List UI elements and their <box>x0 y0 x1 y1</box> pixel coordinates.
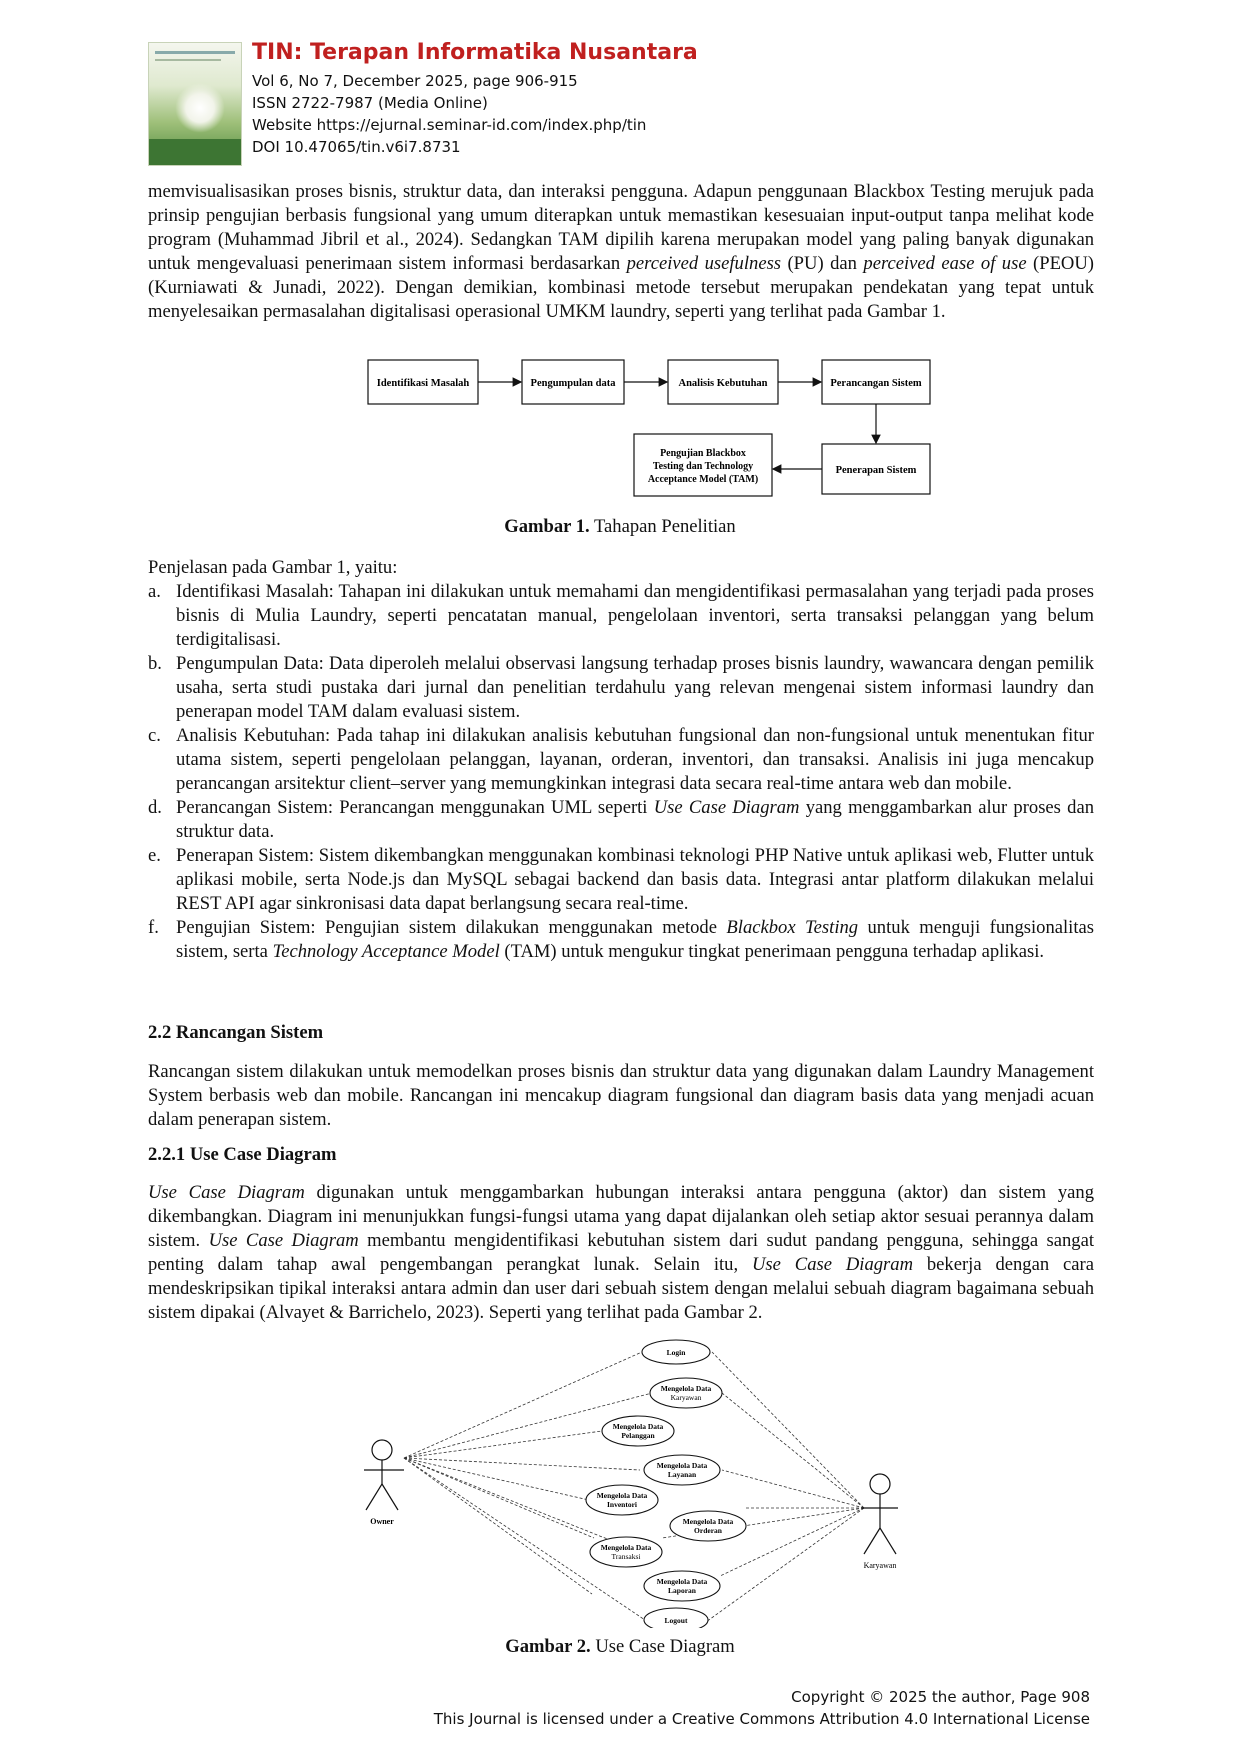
flow-label-pengujian-1: Pengujian Blackbox <box>660 448 746 459</box>
explanation-list <box>148 580 1094 964</box>
intro-paragraph: memvisualisasikan proses bisnis, struktur data, dan interaksi pengguna. Adapun penggunaan Blackbox Testing merujuk pada prinsip pengujian berbasis fungsional yang umum diterapkan untuk memastikan kesesuaian input-output tanpa melihat kode program (Muhammad Jibril et al., 2024). Sedangkan TAM dipilih karena merupakan model yang paling banyak digunakan untuk mengevaluasi penerimaan sistem informasi berdasarkan perceived usefulness (PU) dan perceived ease of use (PEOU) (Kurniawati & Junadi, 2022). Dengan demikian, kombinasi metode tersebut merupakan pendekatan yang tepat untuk menyelesaikan permasalahan digitalisasi operasional UMKM laundry, seperti yang terlihat pada Gambar 1. <box>148 181 1094 322</box>
flow-label-analisis: Analisis Kebutuhan <box>678 378 768 389</box>
list-item: d. Perancangan Sistem: Perancangan menggunakan UML seperti Use Case Diagram yang menggambarkan alur proses dan struktur data. <box>148 797 1095 842</box>
figure1-caption: Gambar 1. Tahapan Penelitian <box>504 516 736 537</box>
journal-cover-image <box>148 42 242 166</box>
usecase-logout-label: Logout <box>664 1616 688 1625</box>
journal-volume: Vol 6, No 7, December 2025, page 906-915 <box>252 72 578 90</box>
section-2-2-1-text: Use Case Diagram digunakan untuk menggambarkan hubungan interaksi antara pengguna (aktor) dan sistem yang dikembangkan. Diagram ini menunjukkan fungsi-fungsi utama yang dapat dijalankan oleh setiap aktor sesuai perannya dalam sistem. Use Case Diagram membantu mengidentifikasi kebutuhan sistem dari sudut pandang pengguna, sehingga sangat penting dalam tahap awal pengembangan perangkat lunak. Selain itu, Use Case Diagram bekerja dengan cara mendeskripsikan tipikal interaksi antara admin dan user dari sebuah sistem dengan melalui sebuah diagram bagaimana sebuah sistem dipakai (Alvayet & Barrichelo, 2023). Seperti yang terlihat pada Gambar 2. <box>148 1182 1094 1323</box>
usecase-pelanggan-label-2: Pelanggan <box>621 1431 655 1440</box>
flow-label-perancangan: Perancangan Sistem <box>830 378 922 389</box>
journal-title: TIN: Terapan Informatika Nusantara <box>252 40 698 65</box>
footer-license: This Journal is licensed under a Creative Commons Attribution 4.0 International License <box>433 1710 1090 1728</box>
flow-label-identifikasi: Identifikasi Masalah <box>376 378 470 389</box>
usecase-inventori-label-2: Inventori <box>607 1500 637 1509</box>
flow-label-penerapan: Penerapan Sistem <box>835 465 917 476</box>
journal-website[interactable]: Website https://ejurnal.seminar-id.com/index.php/tin <box>252 116 647 134</box>
explanation-intro: Penjelasan pada Gambar 1, yaitu: <box>148 557 398 578</box>
section-heading: 2.2.1 Use Case Diagram <box>148 1144 337 1165</box>
use-case-diagram <box>350 1328 930 1628</box>
section-2-2-text: Rancangan sistem dilakukan untuk memodelkan proses bisnis dan struktur data yang digunakan dalam Laundry Management System berbasis web dan mobile. Rancangan ini mencakup diagram fungsional dan diagram basis data yang menjadi acuan dalam penerapan sistem. <box>148 1061 1094 1130</box>
section-heading: 2.2 Rancangan Sistem <box>148 1022 324 1043</box>
usecase-pelanggan-label-1: Mengelola Data <box>612 1422 664 1431</box>
usecase-transaksi-label-2: Transaksi <box>611 1552 641 1561</box>
actor-label-owner: Owner <box>370 1517 394 1526</box>
list-item: c. Analisis Kebutuhan: Pada tahap ini dilakukan analisis kebutuhan fungsional dan non-fungsional untuk menentukan fitur utama sistem, seperti pengelolaan pelanggan, layanan, orderan, inventori, dan transaksi. Analisis ini juga mencakup perancangan arsitektur client–server yang memungkinkan integrasi data secara real-time antara web dan mobile. <box>148 725 1094 794</box>
usecase-laporan-label-1: Mengelola Data <box>656 1577 708 1586</box>
usecase-karyawan-label-2: Karyawan <box>670 1393 702 1402</box>
owner-actor-icon <box>364 1440 404 1510</box>
journal-issn: ISSN 2722-7987 (Media Online) <box>252 94 488 112</box>
usecase-karyawan-label-1: Mengelola Data <box>660 1384 712 1393</box>
list-item: f. Pengujian Sistem: Pengujian sistem dilakukan menggunakan metode Blackbox Testing untuk menguji fungsionalitas sistem, serta Technology Acceptance Model (TAM) untuk mengukur tingkat penerimaan pengguna terhadap aplikasi. <box>148 917 1094 962</box>
figure2-caption: Gambar 2. Use Case Diagram <box>505 1636 735 1657</box>
usecase-laporan-label-2: Laporan <box>668 1586 696 1595</box>
usecase-inventori-label-1: Mengelola Data <box>596 1491 648 1500</box>
usecase-layanan-label-2: Layanan <box>667 1470 697 1479</box>
usecase-orderan-label-2: Orderan <box>694 1526 722 1535</box>
flow-label-pengujian-3: Acceptance Model (TAM) <box>647 474 759 485</box>
list-item: b. Pengumpulan Data: Data diperoleh melalui observasi langsung terhadap proses bisnis laundry, wawancara dengan pemilik usaha, serta studi pustaka dari jurnal dan penelitian terdahulu yang relevan mengenai sistem informasi laundry dan penerapan model TAM dalam evaluasi sistem. <box>148 653 1094 722</box>
research-flow-diagram <box>366 358 934 498</box>
flow-label-pengumpulan: Pengumpulan data <box>530 378 616 389</box>
usecase-transaksi-label-1: Mengelola Data <box>600 1543 652 1552</box>
flow-label-pengujian-2: Testing dan Technology <box>652 461 754 472</box>
footer-copyright: Copyright © 2025 the author, Page 908 <box>791 1688 1090 1706</box>
list-item: e. Penerapan Sistem: Sistem dikembangkan menggunakan kombinasi teknologi PHP Native untuk aplikasi web, Flutter untuk aplikasi mobile, serta Node.js dan MySQL sebagai backend dan basis data. Integrasi antar platform dilakukan melalui REST API agar sinkronisasi data dapat berlangsung secara real-time. <box>148 845 1094 914</box>
list-item: a. Identifikasi Masalah: Tahapan ini dilakukan untuk memahami dan mengidentifikasi permasalahan yang terjadi pada proses bisnis di Mulia Laundry, seperti pencatatan manual, pengelolaan inventori, serta transaksi pelanggan yang belum terdigitalisasi. <box>148 581 1094 650</box>
actor-label-karyawan: Karyawan <box>863 1561 897 1570</box>
journal-doi[interactable]: DOI 10.47065/tin.v6i7.8731 <box>252 138 461 156</box>
usecase-orderan-label-1: Mengelola Data <box>682 1517 734 1526</box>
usecase-layanan-label-1: Mengelola Data <box>656 1461 708 1470</box>
usecase-login-label: Login <box>666 1348 686 1357</box>
karyawan-actor-icon <box>862 1474 898 1554</box>
